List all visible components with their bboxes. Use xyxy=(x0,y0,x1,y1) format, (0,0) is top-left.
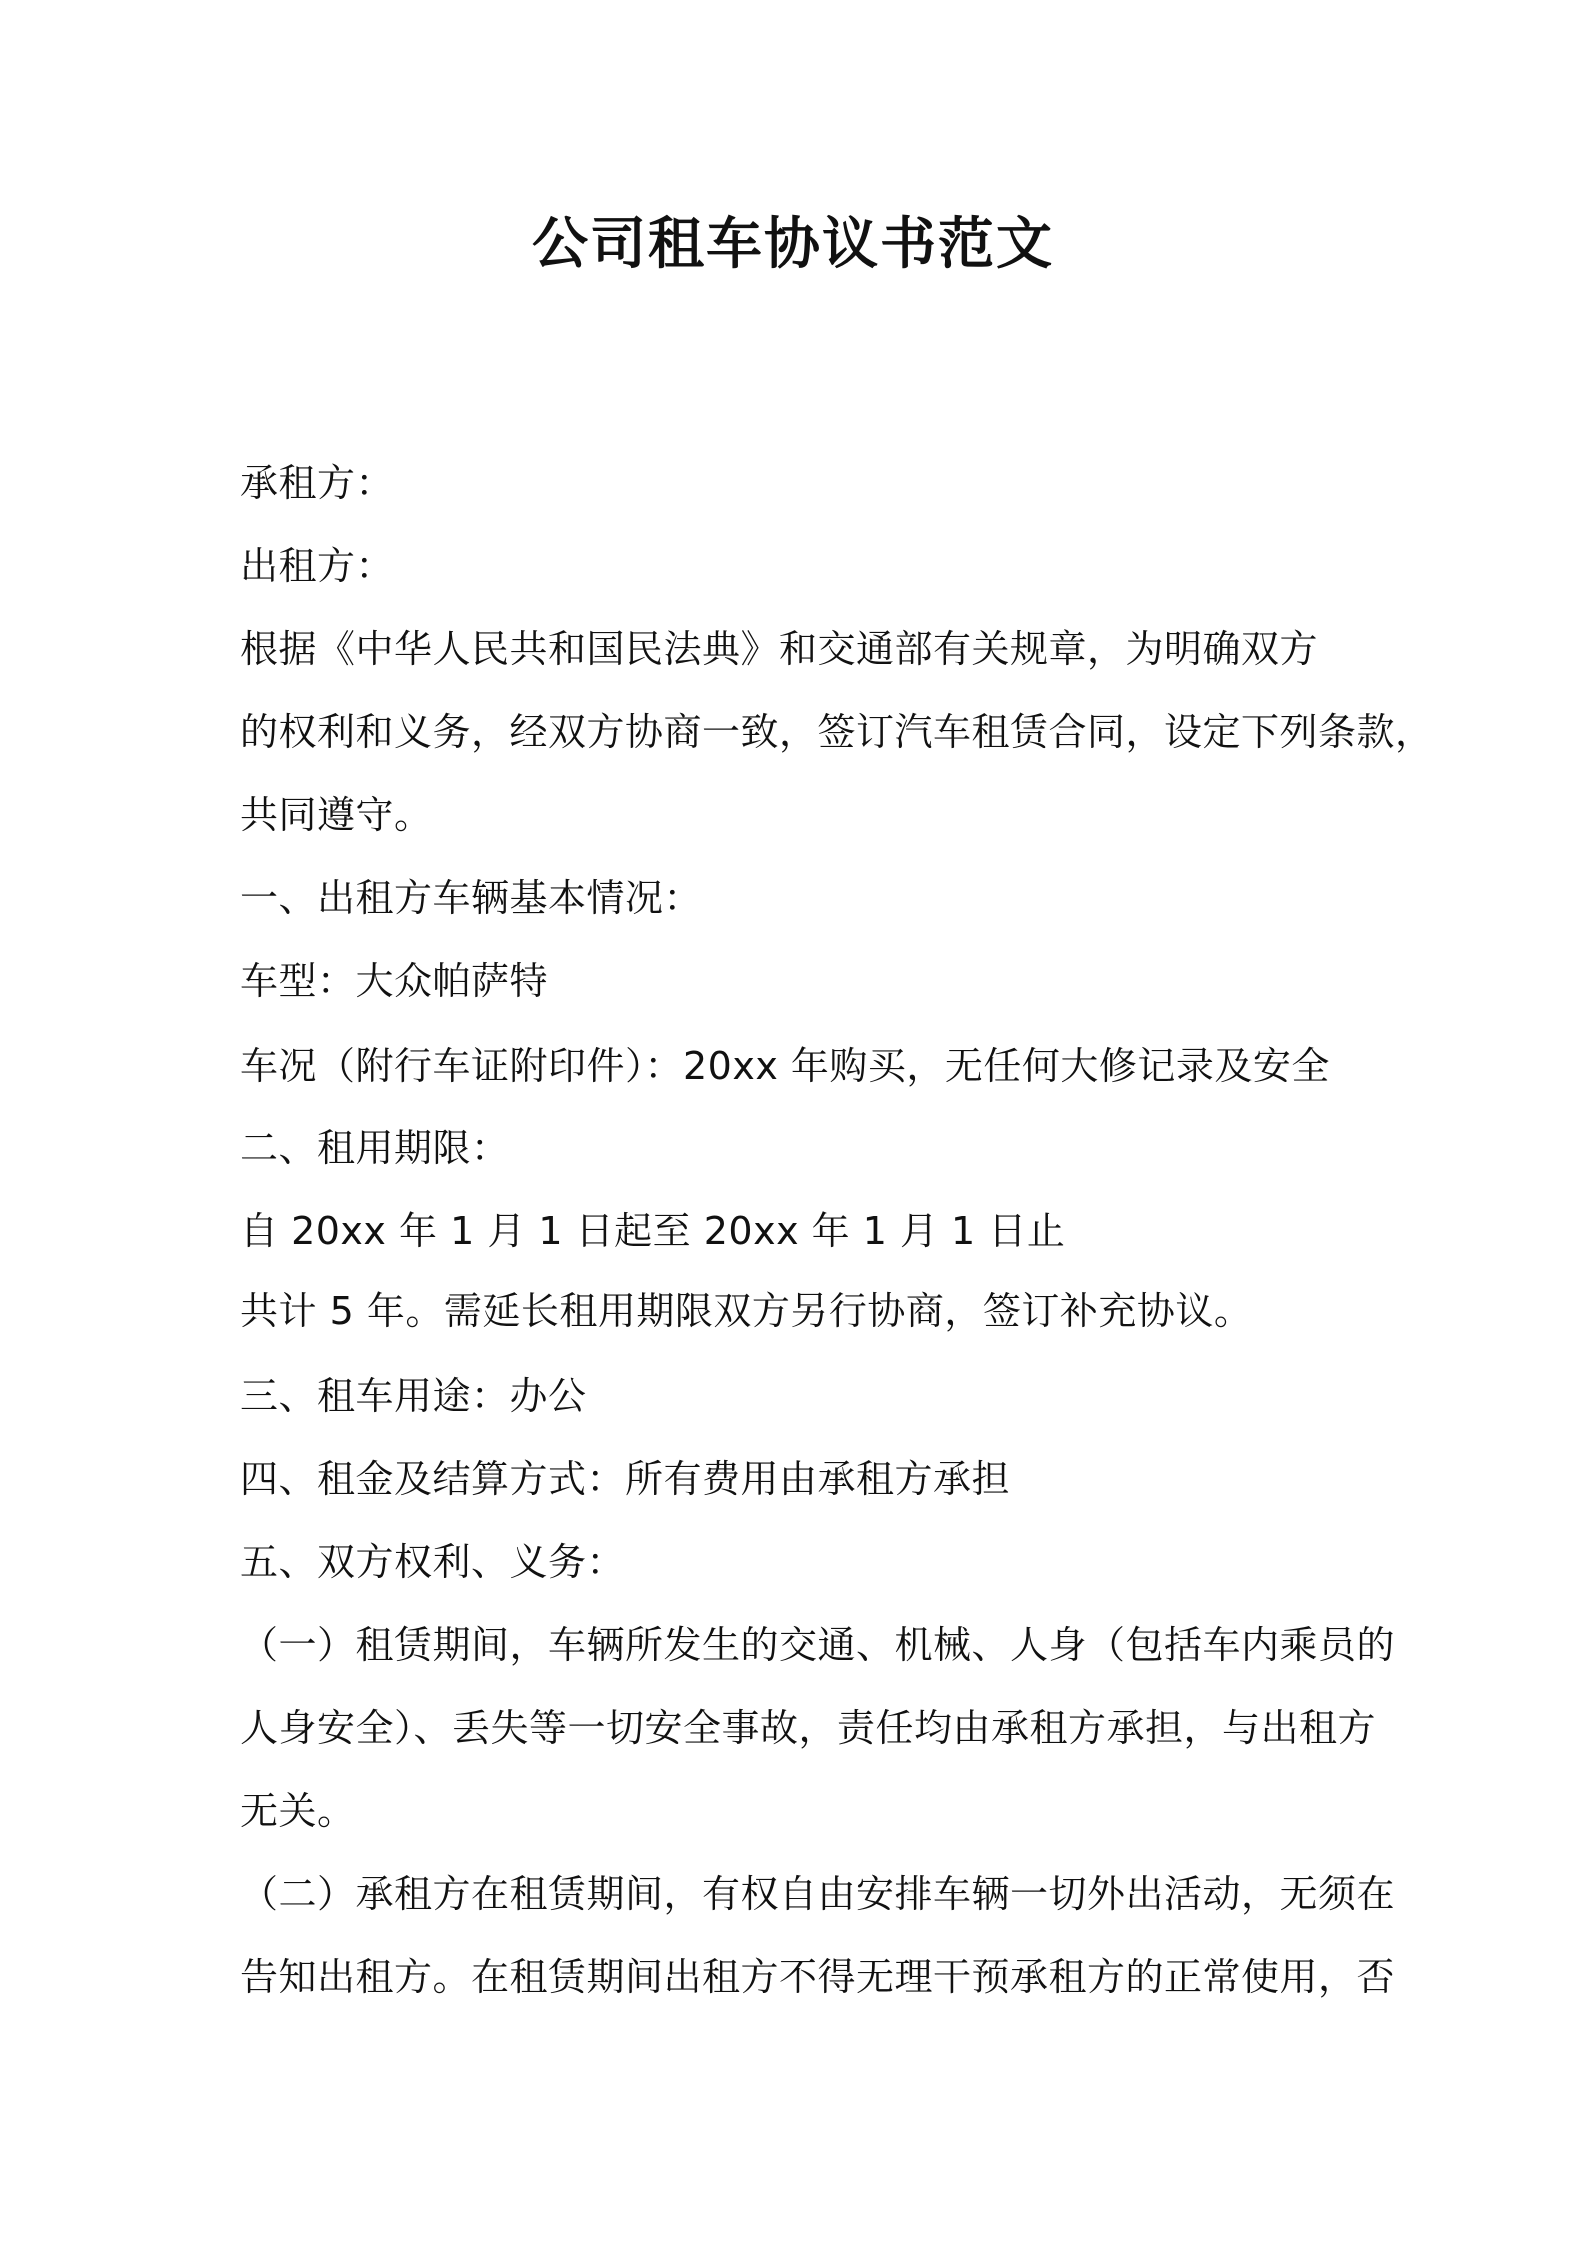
text-line: 车况（附行车证附印件）：20xx 年购买，无任何大修记录及安全 xyxy=(240,1044,1330,1088)
text-line: 无关。 xyxy=(240,1789,356,1833)
text-line: 车型：大众帕萨特 xyxy=(240,959,549,1003)
section-heading: 四、租金及结算方式：所有费用由承租方承担 xyxy=(240,1457,1011,1501)
section-heading: 三、租车用途：办公 xyxy=(240,1374,587,1418)
text-line: 共计 5 年。需延长租用期限双方另行协商，签订补充协议。 xyxy=(240,1289,1253,1333)
text-line: 自 20xx 年 1 月 1 日起至 20xx 年 1 月 1 日止 xyxy=(240,1209,1066,1253)
text-line: 根据《中华人民共和国民法典》和交通部有关规章，为明确双方 xyxy=(240,627,1319,671)
section-heading: 一、出租方车辆基本情况： xyxy=(240,876,703,920)
text-line: 人身安全）、丢失等一切安全事故，责任均由承租方承担，与出租方 xyxy=(240,1706,1377,1750)
text-line: （二）承租方在租赁期间，有权自由安排车辆一切外出活动，无须在 xyxy=(240,1872,1396,1916)
section-heading: 二、租用期限： xyxy=(240,1126,510,1170)
text-line: 的权利和义务，经双方协商一致，签订汽车租赁合同，设定下列条款， xyxy=(240,710,1434,754)
document-title: 公司租车协议书范文 xyxy=(532,212,1054,277)
section-heading: 五、双方权利、义务： xyxy=(240,1540,626,1584)
text-line: 共同遵守。 xyxy=(240,793,433,837)
text-line-lessor: 出租方： xyxy=(240,544,395,588)
text-line-lessee: 承租方： xyxy=(240,461,395,505)
text-line: （一）租赁期间，车辆所发生的交通、机械、人身（包括车内乘员的 xyxy=(240,1623,1396,1667)
text-line: 告知出租方。在租赁期间出租方不得无理干预承租方的正常使用，否 xyxy=(240,1955,1396,1999)
